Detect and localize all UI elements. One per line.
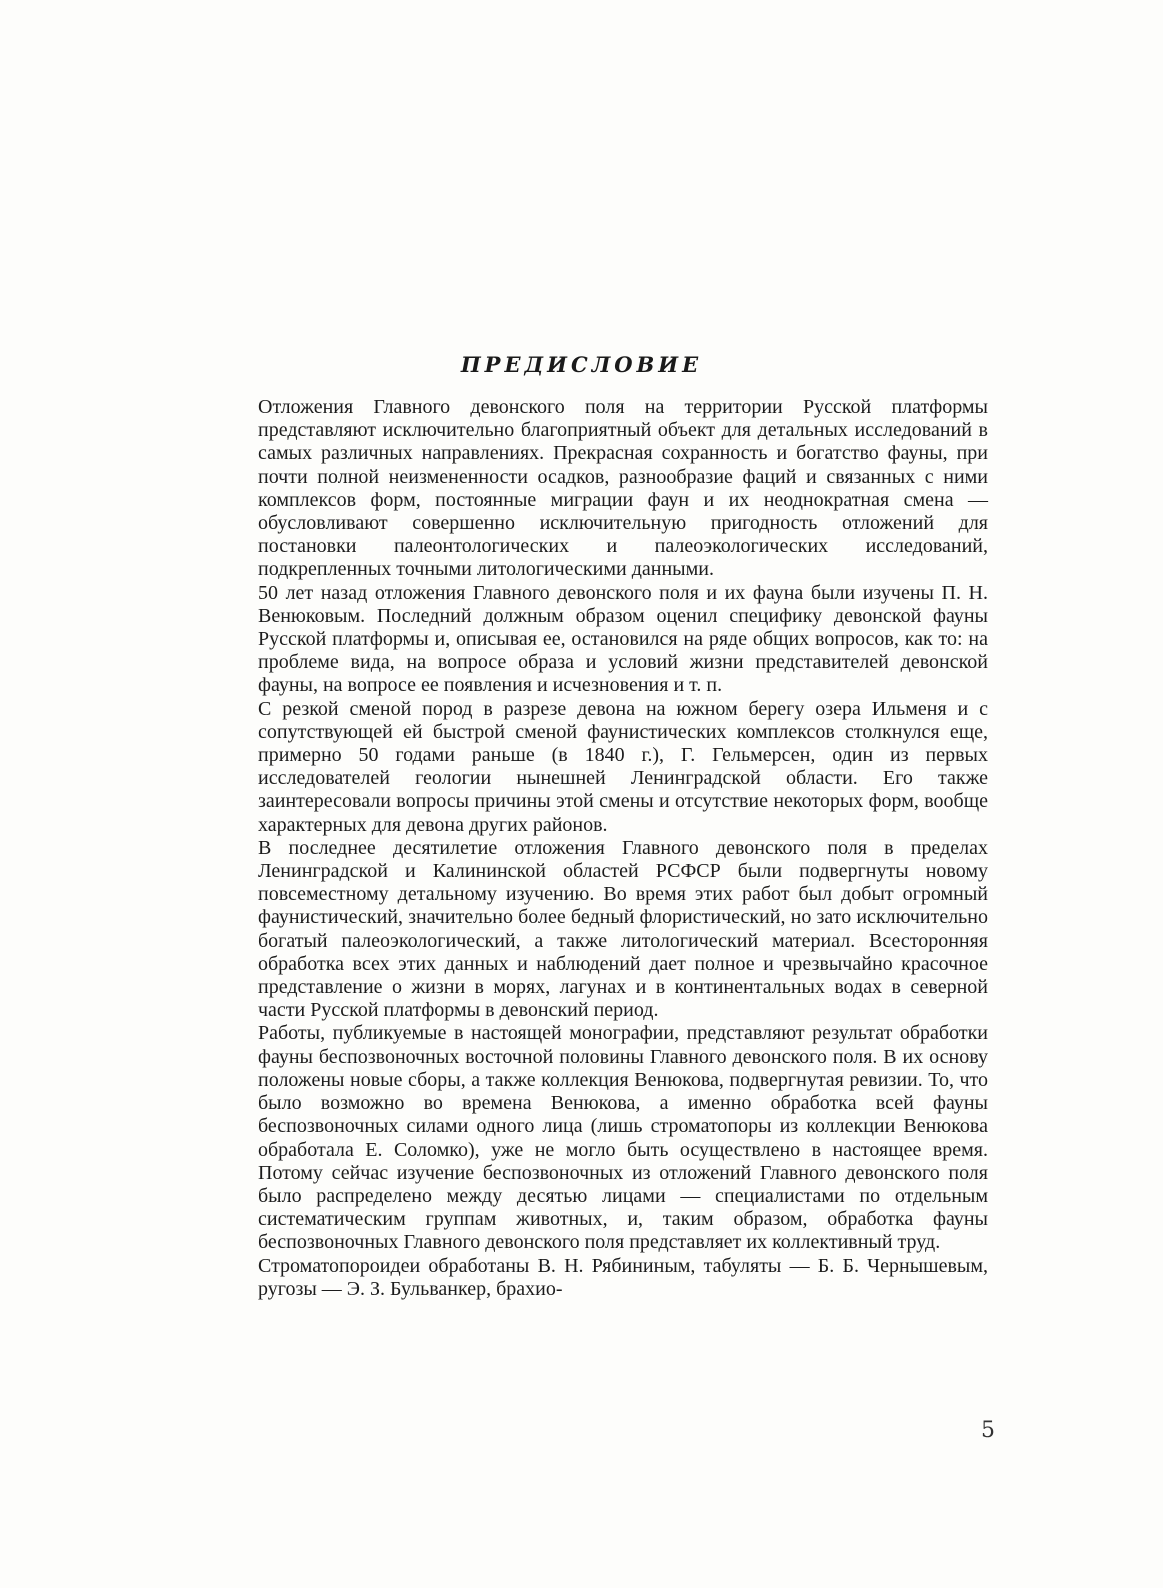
body-text [258, 396, 988, 1301]
paragraph-6: Строматопороидеи обработаны В. Н. Рябининым, табуляты — Б. Б. Чернышевым, ругозы — Э. З. Бульванкер, брахио- [258, 1254, 988, 1300]
paragraph-1: Отложения Главного девонского поля на территории Русской платформы представляют исключительно благоприятный объект для детальных исследований в самых различных направлениях. Прекрасная сохранность и богатство фауны, при почти полной неизмененности осадков, разнообразие фаций и связанных с ними комплексов форм, постоянные миграции фаун и их неоднократная смена — обусловливают совершенно исключительную пригодность отложений для постановки палеонтологических и палеоэкологических исследований, подкрепленных точными литологическими данными. [258, 396, 988, 581]
paragraph-5: Работы, публикуемые в настоящей монографии, представляют результат обработки фауны беспозвоночных восточной половины Главного девонского поля. В их основу положены новые сборы, а также коллекция Венюкова, подвергнутая ревизии. То, что было возможно во времена Венюкова, а именно обработка всей фауны беспозвоночных силами одного лица (лишь строматопоры из коллекции Венюкова обработала Е. Соломко), уже не могло быть осуществлено в настоящее время. Потому сейчас изучение беспозвоночных из отложений Главного девонского поля было распределено между десятью лицами — специалистами по отдельным систематическим группам животных, и, таким образом, обработка фауны беспозвоночных Главного девонского поля представляет их коллективный труд. [258, 1022, 988, 1254]
paragraph-2: 50 лет назад отложения Главного девонского поля и их фауна были изучены П. Н. Венюковым. Последний должным образом оценил специфику девонской фауны Русской платформы и, описывая ее, остановился на ряде общих вопросов, как то: на проблеме вида, на вопросе образа и условий жизни представителей девонской фауны, на вопросе ее появления и исчезновения и т. п. [258, 581, 988, 697]
paragraph-4: В последнее десятилетие отложения Главного девонского поля в пределах Ленинградской и Калининской областей РСФСР были подвергнуты новому повсеместному детальному изучению. Во время этих работ был добыт огромный фаунистический, значительно более бедный флористический, но зато исключительно богатый палеоэкологический, а также литологический материал. Всесторонняя обработка всех этих данных и наблюдений дает полное и чрезвычайно красочное представление о жизни в морях, лагунах и в континентальных водах в северной части Русской платформы в девонский период. [258, 836, 988, 1022]
paragraph-3: С резкой сменой пород в разрезе девона на южном берегу озера Ильменя и с сопутствующей ей быстрой сменой фаунистических комплексов столкнулся еще, примерно 50 годами раньше (в 1840 г.), Г. Гельмерсен, один из первых исследователей геологии нынешней Ленинградской области. Его также заинтересовали вопросы причины этой смены и отсутствие некоторых форм, вообще характерных для девона других районов. [258, 697, 988, 836]
page-number: 5 [981, 1418, 995, 1443]
page-title: ПРЕДИСЛОВИЕ [460, 352, 703, 377]
